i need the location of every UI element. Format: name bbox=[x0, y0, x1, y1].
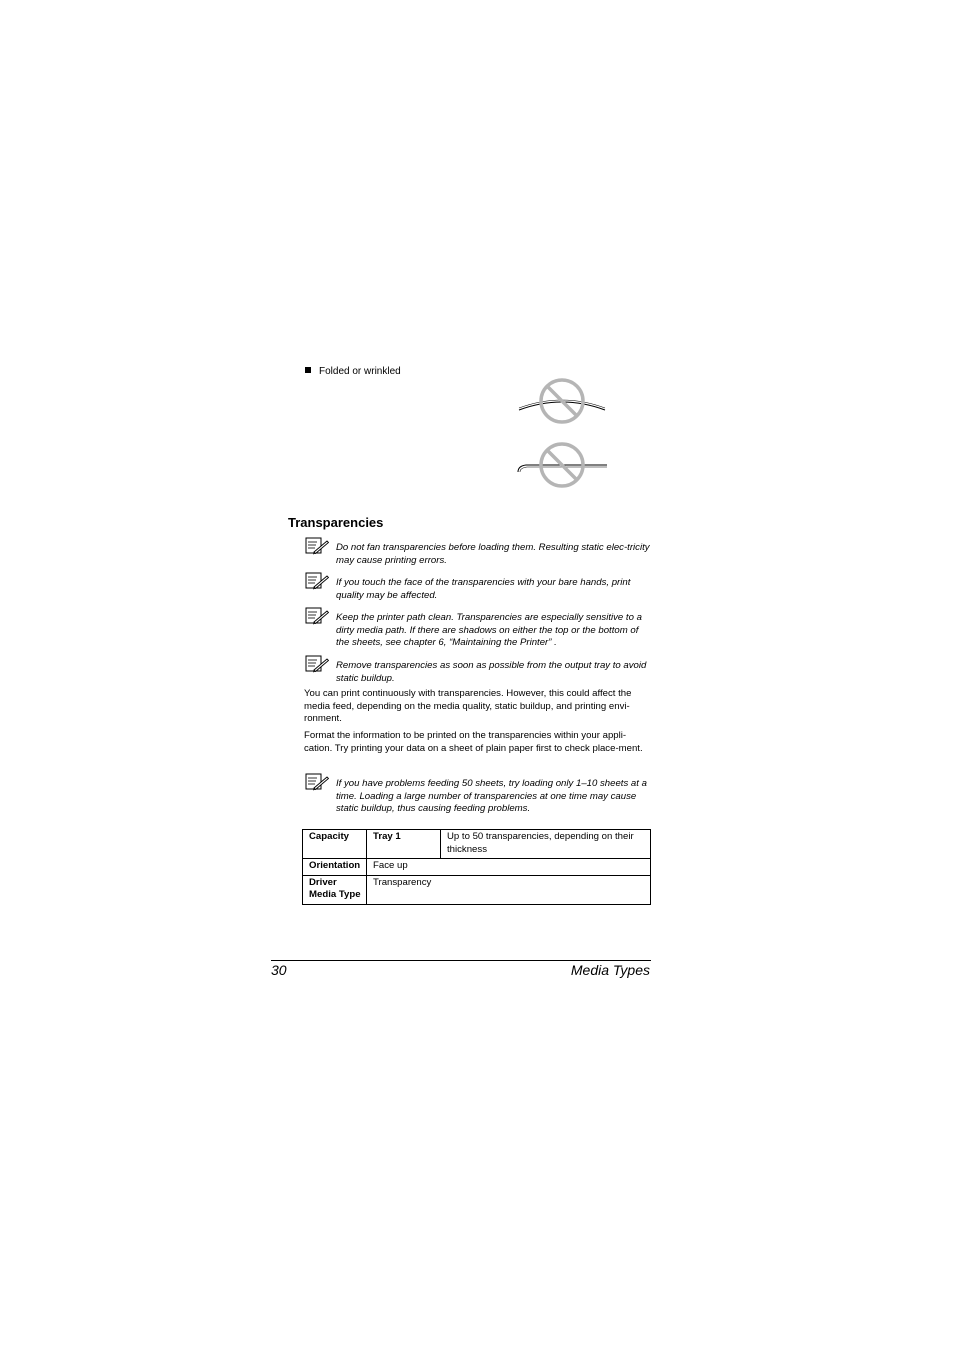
note-text: If you touch the face of the transparencies with your bare hands, print quality may be affected. bbox=[336, 577, 631, 601]
table-cell: Up to 50 transparencies, depending on their thickness bbox=[441, 830, 651, 859]
note-text: Keep the printer path clean. Transparencies are especially sensitive to a dirty media path. If there are shadows on either the top or the bottom of the sheets, see chapter 6, “Maintaining the Printer” . bbox=[336, 612, 642, 648]
note bbox=[305, 773, 651, 816]
note-text: Remove transparencies as soon as possible from the output tray to avoid static buildup. bbox=[336, 660, 647, 684]
wrinkled-media-illustration bbox=[512, 374, 612, 494]
bullet-square-icon bbox=[305, 367, 311, 373]
note-pencil-icon bbox=[305, 607, 329, 625]
note-pencil-icon bbox=[305, 773, 329, 791]
note-pencil-icon bbox=[305, 537, 329, 555]
folded-sheet-prohibited bbox=[518, 444, 607, 486]
table-cell: Tray 1 bbox=[367, 830, 441, 859]
note-text: Do not fan transparencies before loading them. Resulting static elec-tricity may cause printing errors. bbox=[336, 542, 650, 566]
bullet-item bbox=[305, 366, 401, 378]
table-cell: Capacity bbox=[303, 830, 367, 859]
body-paragraph: You can print continuously with transparencies. However, this could affect the media feed, depending on the media quality, static buildup, and printing envi-ronment. bbox=[304, 688, 632, 724]
footer-title: Media Types bbox=[570, 962, 650, 978]
note-pencil-icon bbox=[305, 572, 329, 590]
note bbox=[305, 572, 651, 602]
table-cell: Driver Media Type bbox=[303, 875, 367, 904]
table-row bbox=[303, 859, 651, 876]
note bbox=[305, 607, 651, 650]
footer-rule bbox=[271, 960, 651, 961]
table-cell: Transparency bbox=[367, 875, 651, 904]
note bbox=[305, 655, 651, 685]
spec-table bbox=[302, 829, 651, 905]
body-paragraph: Format the information to be printed on the transparencies within your appli-cation. Try printing your data on a sheet of plain paper first to check place-ment. bbox=[304, 730, 643, 754]
bullet-text: Folded or wrinkled bbox=[319, 366, 401, 377]
note bbox=[305, 537, 651, 567]
table-row bbox=[303, 875, 651, 904]
note-text: If you have problems feeding 50 sheets, try loading only 1–10 sheets at a time. Loading a large number of transparencies at one time may cause static buildup, thus causing feeding problems. bbox=[336, 778, 647, 814]
section-title: Transparencies bbox=[288, 515, 384, 530]
table-cell: Orientation bbox=[303, 859, 367, 876]
curled-sheet-prohibited bbox=[519, 380, 605, 422]
note-pencil-icon bbox=[305, 655, 329, 673]
table-cell: Face up bbox=[367, 859, 651, 876]
page-number: 30 bbox=[271, 962, 287, 978]
table-row bbox=[303, 830, 651, 859]
